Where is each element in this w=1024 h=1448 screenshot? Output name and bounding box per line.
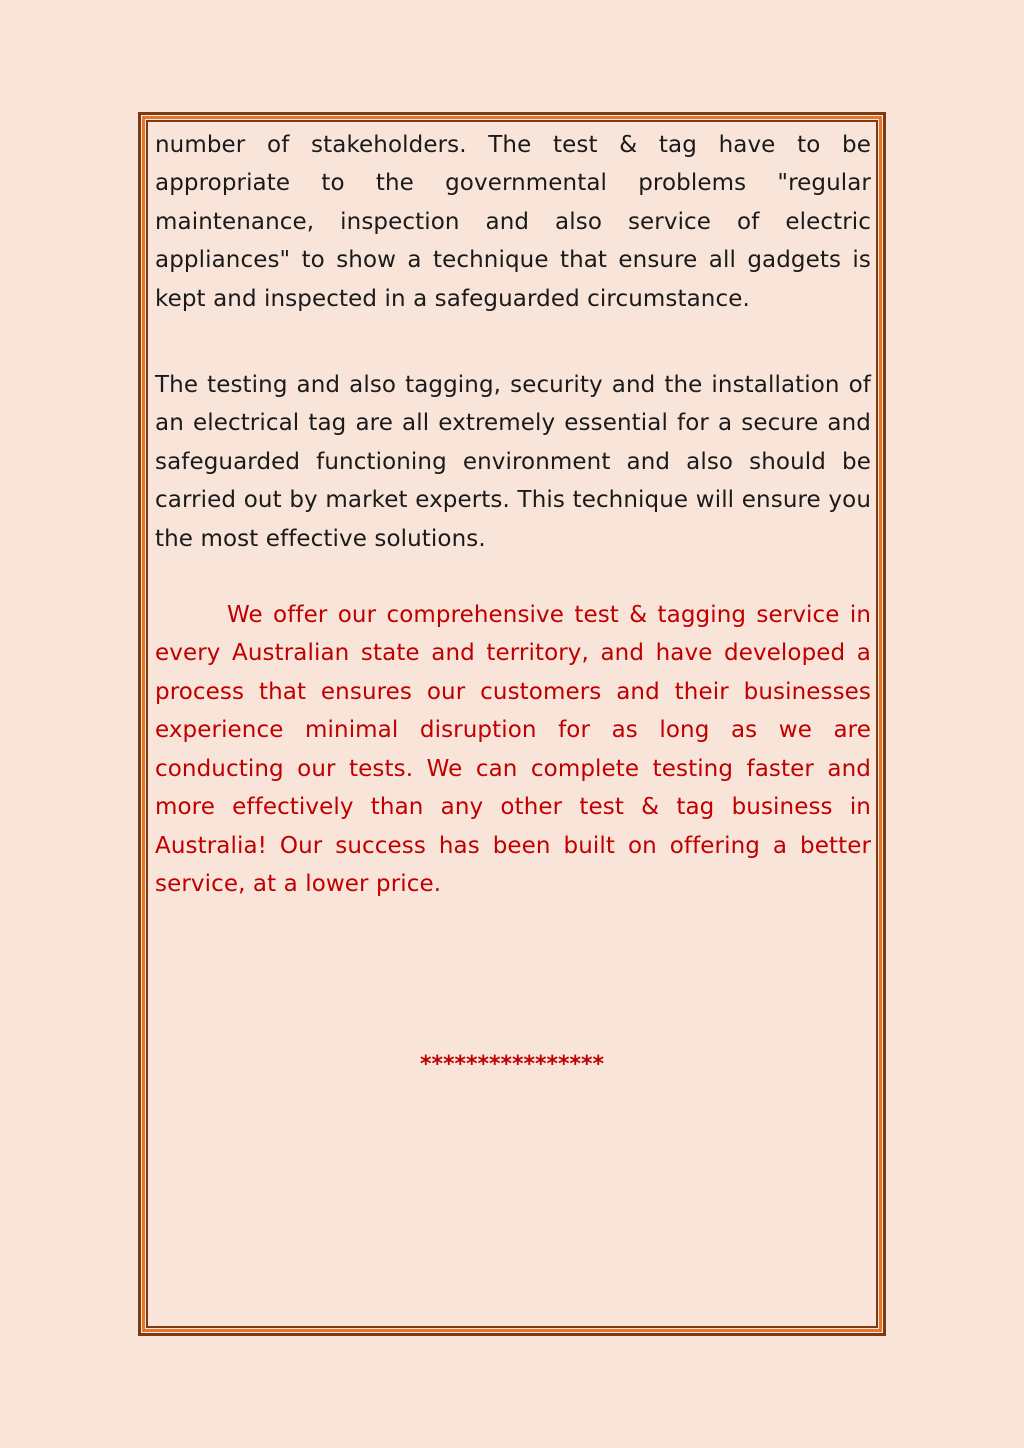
- asterisk-separator: ****************: [419, 1052, 605, 1077]
- paragraph-service-offer: We offer our comprehensive test & tagging service in every Australian state and territory, and have developed a process that ensures our customers and their businesses experience minimal disruption for as long as we are conducting our tests. We can complete testing faster and more effectively than any other test & tag business in Australia! Our success has been built on offering a better service, at a lower price.: [155, 602, 871, 897]
- paragraph-stakeholders: number of stakeholders. The test & tag have to be appropriate to the governmental problems "regular maintenance, inspection and also service of electric appliances" to show a technique that ensure all gadgets is kept and inspected in a safeguarded circumstance.: [155, 132, 871, 312]
- paragraph-testing-tagging: The testing and also tagging, security and the installation of an electrical tag are all extremely essential for a secure and safeguarded functioning environment and also should be carried out by market experts. This technique will ensure you the most effective solutions.: [155, 372, 871, 552]
- document-body: [155, 126, 871, 903]
